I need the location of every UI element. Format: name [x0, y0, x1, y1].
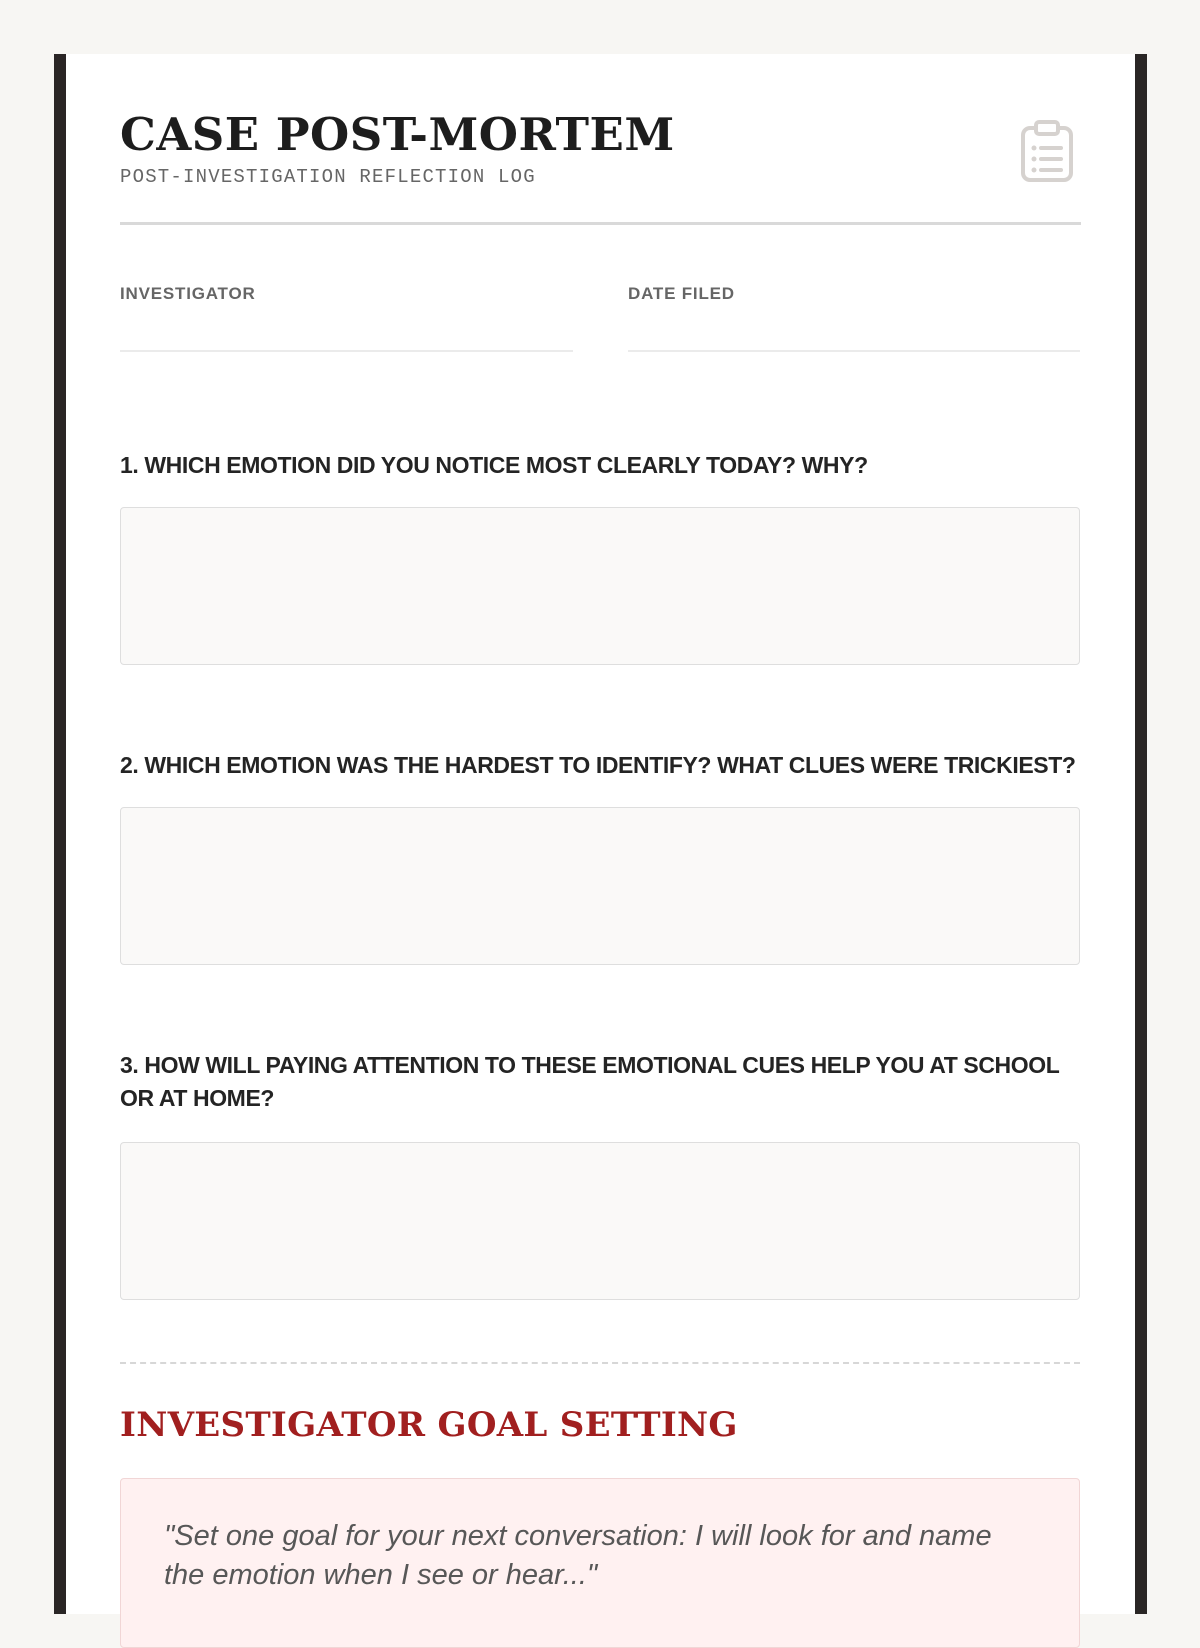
goal-setting-prompt: "Set one goal for your next conversation: I will look for and name the emotion when I see or hear..." [164, 1520, 992, 1592]
question-1-label: 1. WHICH EMOTION DID YOU NOTICE MOST CLEARLY TODAY? WHY? [120, 452, 868, 478]
question-1 [120, 449, 1080, 665]
question-2-label: 2. WHICH EMOTION WAS THE HARDEST TO IDENTIFY? WHAT CLUES WERE TRICKIEST? [120, 752, 1076, 778]
question-2 [120, 749, 1080, 965]
investigator-label: INVESTIGATOR [120, 284, 256, 303]
report-content [120, 54, 1081, 1592]
report-meta [120, 225, 1081, 378]
date-filed-field[interactable] [628, 285, 1080, 352]
question-3-answer-box[interactable] [120, 1142, 1080, 1300]
clipboard-icon [1019, 120, 1075, 184]
investigator-input-line[interactable] [120, 350, 573, 352]
report-header [120, 54, 1081, 225]
question-3 [120, 1049, 1080, 1300]
question-2-answer-box[interactable] [120, 807, 1080, 965]
date-filed-label: DATE FILED [628, 284, 735, 303]
investigator-field[interactable] [120, 285, 573, 352]
section-divider [120, 1362, 1080, 1364]
goal-setting-box[interactable] [120, 1478, 1080, 1648]
goal-setting-title: INVESTIGATOR GOAL SETTING [120, 1405, 738, 1445]
report-sheet [54, 54, 1147, 1614]
page-title: CASE POST-MORTEM [120, 108, 675, 161]
page-subtitle: POST-INVESTIGATION REFLECTION LOG [120, 166, 536, 188]
question-1-answer-box[interactable] [120, 507, 1080, 665]
date-filed-input-line[interactable] [628, 350, 1080, 352]
question-3-label: 3. HOW WILL PAYING ATTENTION TO THESE EMOTIONAL CUES HELP YOU AT SCHOOL OR AT HOME? [120, 1052, 1059, 1112]
